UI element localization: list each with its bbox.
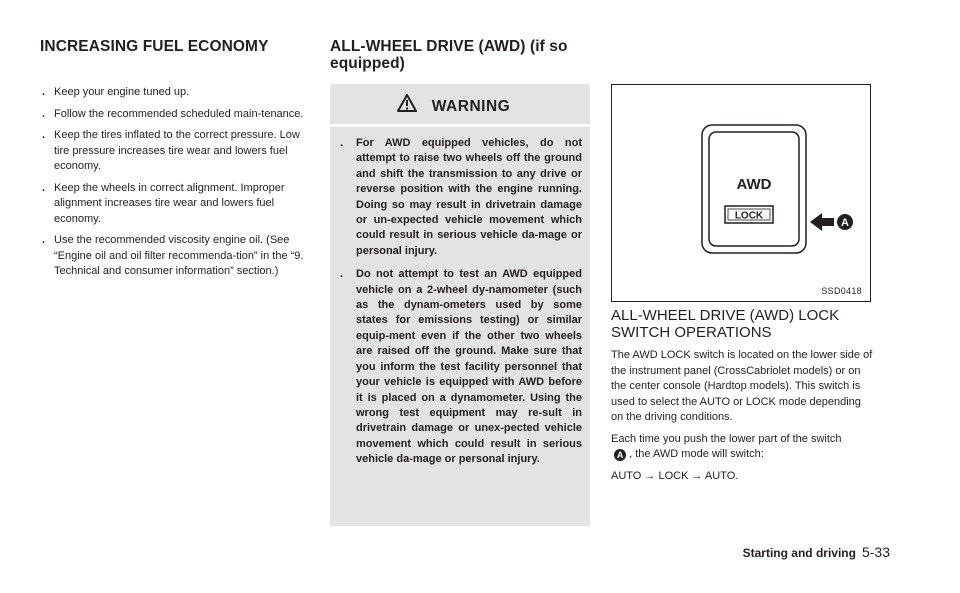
figure-id: SSD0418 bbox=[821, 286, 862, 296]
bullet-icon: . bbox=[42, 86, 46, 98]
warning-item: . For AWD equipped vehicles, do not attempt to raise two wheels off the ground and shift the transmission to any drive or reverse position with the engine running. Doing so may result in drivetrain damage or un-expected vehicle movement which could result in serious vehicle da-mage or personal injury. bbox=[340, 137, 582, 257]
list-item: . Keep the tires inflated to the correct pressure. Low tire pressure increases tire wear and lowers fuel economy. bbox=[42, 129, 300, 172]
paragraph: Each time you push the lower part of the switch A , the AWD mode will switch: bbox=[611, 432, 842, 460]
list-item: . Use the recommended viscosity engine oil. (See “Engine oil and oil filter recommenda-tion” in the “9. Technical and consumer information” section.) bbox=[42, 234, 304, 277]
list-item: . Keep your engine tuned up. bbox=[40, 85, 308, 101]
bullet-icon: . bbox=[42, 181, 46, 194]
warning-header bbox=[330, 98, 590, 116]
awd-switch-illustration bbox=[612, 85, 872, 303]
bullet-icon: . bbox=[340, 268, 344, 281]
switch-awd-label: AWD bbox=[736, 176, 772, 193]
footer-section-title: Starting and driving bbox=[742, 546, 856, 560]
bullet-icon: . bbox=[340, 137, 344, 149]
section-heading-fuel-economy: INCREASING FUEL ECONOMY bbox=[40, 38, 269, 55]
warning-divider bbox=[330, 124, 590, 127]
callout-a-label: A bbox=[841, 217, 849, 229]
warning-item: . Do not attempt to test an AWD equipped vehicle on a 2-wheel dy-namometer (such as the dynam-ometers used by some states for emissions testing) or similar equip-ment even if the other two wheels are raised off the ground. Make sure that you inform the test facility personnel that your vehicle is equipped with AWD before it is placed on a dynamometer. Using the wrong test equipment may re-sult in drivetrain damage or unex-pected vehicle movement which could result in serious vehicle da-mage or personal injury. bbox=[340, 268, 582, 466]
paragraph: AUTO → LOCK → AUTO. bbox=[611, 469, 739, 482]
list-item: . Follow the recommended scheduled main-tenance. bbox=[40, 107, 308, 123]
fuel-economy-list bbox=[40, 85, 308, 286]
switch-lock-label: LOCK bbox=[734, 210, 764, 222]
pointer-arrow-icon bbox=[810, 213, 834, 231]
section-heading-awd: ALL-WHEEL DRIVE (AWD) (if so equipped) bbox=[330, 38, 568, 72]
page-number: 5-33 bbox=[861, 544, 890, 560]
callout-a-icon: A bbox=[614, 449, 626, 461]
paragraph: The AWD LOCK switch is located on the lower side of the instrument panel (CrossCabriolet models) or on the center console (Hardtop models). This switch is used to select the AUTO or LOCK mode depending on the driving conditions. bbox=[611, 349, 873, 423]
bullet-icon: . bbox=[42, 107, 46, 120]
warning-title: WARNING bbox=[431, 98, 511, 115]
bullet-icon: . bbox=[42, 129, 46, 141]
subsection-heading-lock-switch: ALL-WHEEL DRIVE (AWD) LOCK SWITCH OPERATIONS bbox=[611, 307, 840, 341]
warning-list bbox=[338, 136, 582, 476]
page-footer bbox=[743, 545, 890, 560]
lock-switch-body bbox=[611, 348, 873, 490]
list-item: . Keep the wheels in correct alignment. Improper alignment increases tire wear and lowers fuel economy. bbox=[42, 181, 285, 225]
awd-switch-figure bbox=[611, 84, 871, 302]
warning-box bbox=[330, 84, 590, 526]
bullet-icon: . bbox=[42, 234, 46, 246]
warning-triangle-icon bbox=[397, 94, 417, 112]
